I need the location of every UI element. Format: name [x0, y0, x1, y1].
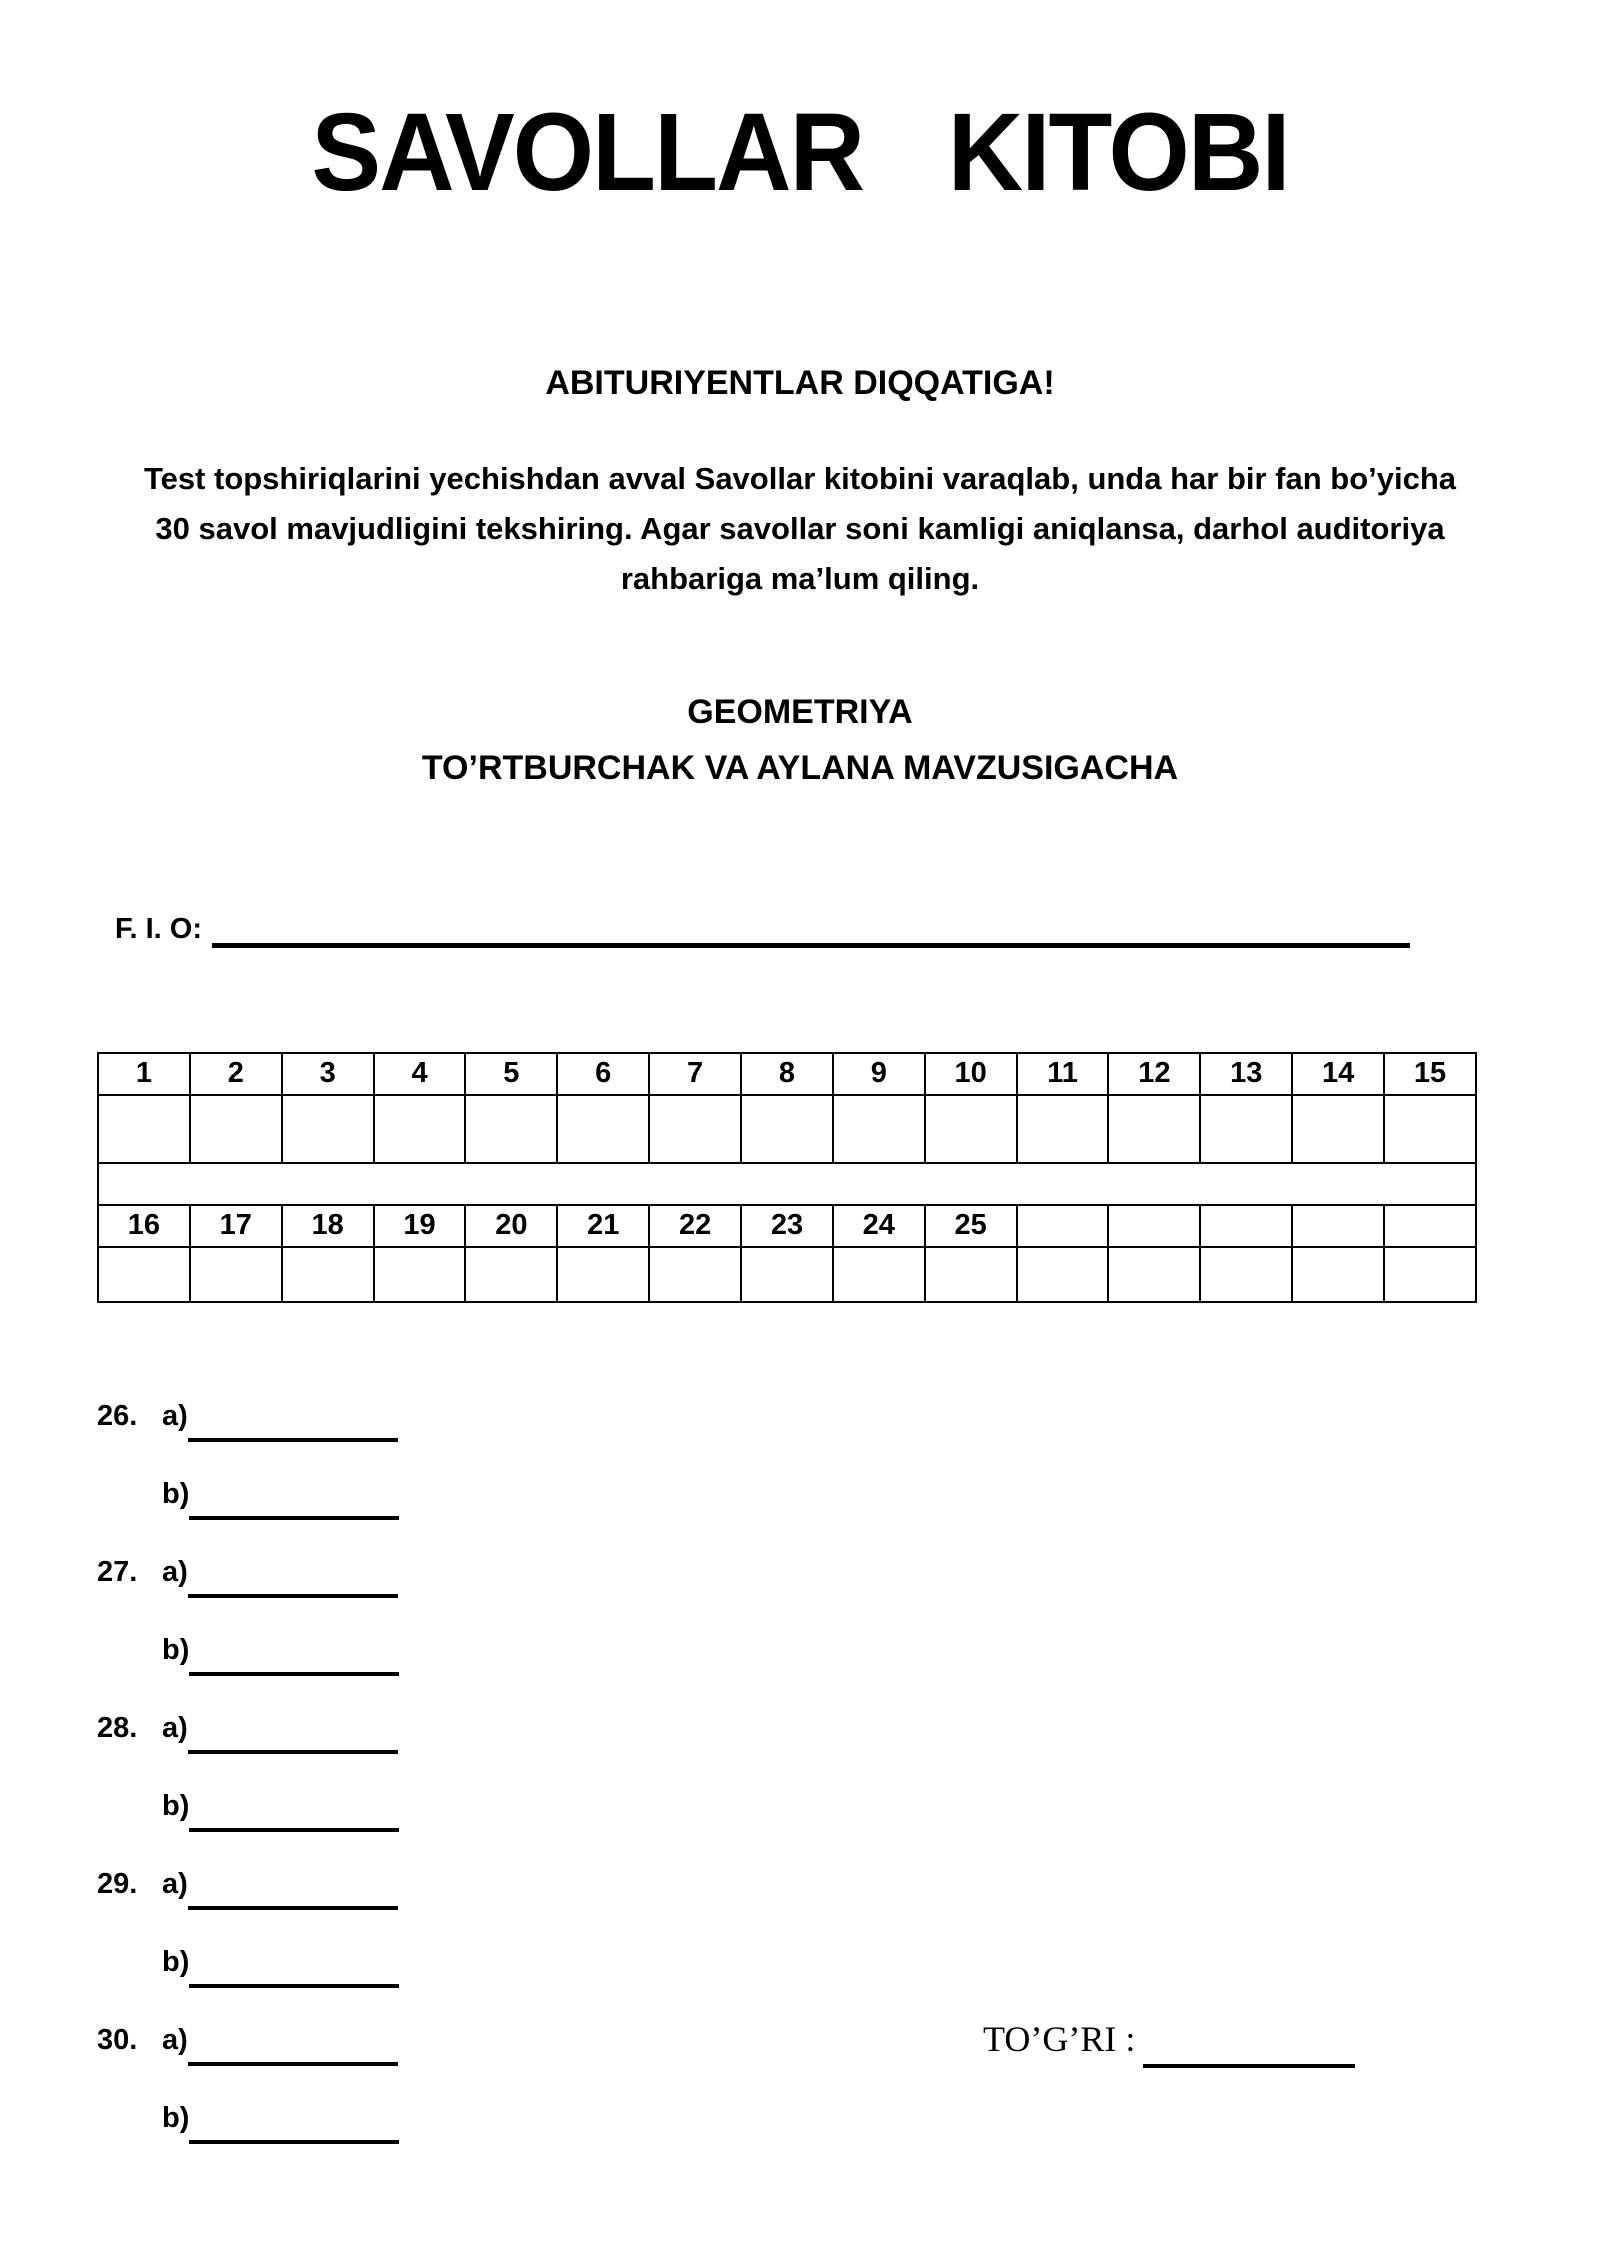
- answer-blank-line[interactable]: [189, 1634, 399, 1676]
- answer-blank-line[interactable]: [188, 2024, 398, 2066]
- option-b-label: b): [162, 2101, 190, 2134]
- togri-label: TO’G’RI :: [983, 2018, 1136, 2059]
- question-number-cell: 4: [374, 1053, 466, 1095]
- option-a-label: a): [162, 1867, 188, 1900]
- fio-label: F. I. O:: [115, 912, 202, 945]
- question-number-cell: 11: [1017, 1053, 1109, 1095]
- question-number-cell: 13: [1200, 1053, 1292, 1095]
- option-b-label: b): [162, 1633, 190, 1666]
- question-number-cell: [1017, 1205, 1109, 1247]
- grid-spacer-row: [98, 1163, 1476, 1205]
- question-number-cell: 7: [649, 1053, 741, 1095]
- answer-cell[interactable]: [649, 1095, 741, 1163]
- item-number: 28.: [97, 1711, 138, 1744]
- question-number-cell: 9: [833, 1053, 925, 1095]
- notice-line: Test topshiriqlarini yechishdan avval Savollar kitobini varaqlab, unda har bir fan bo’yicha: [143, 460, 1457, 496]
- togri-blank-line[interactable]: [1143, 2018, 1355, 2068]
- question-number-cell: 1: [98, 1053, 190, 1095]
- answer-cell[interactable]: [741, 1095, 833, 1163]
- answer-cell[interactable]: [374, 1247, 466, 1302]
- answer-cell[interactable]: [1200, 1247, 1292, 1302]
- question-number-cell: 6: [557, 1053, 649, 1095]
- question-number-cell: 20: [465, 1205, 557, 1247]
- question-number-cell: 16: [98, 1205, 190, 1247]
- question-number-cell: 14: [1292, 1053, 1384, 1095]
- question-number-cell: 3: [282, 1053, 374, 1095]
- page-title: SAVOLLAR KITOBI: [311, 91, 1289, 214]
- answer-blank-line[interactable]: [188, 1400, 398, 1442]
- item-number: 27.: [97, 1555, 138, 1588]
- option-a-label: a): [162, 2023, 188, 2056]
- answer-blank-line[interactable]: [188, 1868, 398, 1910]
- answer-cell[interactable]: [1200, 1095, 1292, 1163]
- option-b-label: b): [162, 1477, 190, 1510]
- question-number-cell: [1108, 1205, 1200, 1247]
- item-28a-row: [97, 1712, 1600, 1790]
- item-29b-row: [97, 1946, 1600, 2024]
- answer-cell[interactable]: [1384, 1095, 1476, 1163]
- answer-grid: [97, 1052, 1477, 1303]
- item-29a-row: [97, 1868, 1600, 1946]
- answer-cell[interactable]: [557, 1247, 649, 1302]
- grid-number-row-top: [98, 1053, 1476, 1095]
- answer-cell[interactable]: [925, 1095, 1017, 1163]
- section-heading: [0, 684, 1600, 796]
- question-number-cell: [1384, 1205, 1476, 1247]
- answer-cell[interactable]: [1017, 1095, 1109, 1163]
- answer-cell[interactable]: [833, 1247, 925, 1302]
- answer-cell[interactable]: [1292, 1247, 1384, 1302]
- answer-cell[interactable]: [925, 1247, 1017, 1302]
- question-number-cell: 19: [374, 1205, 466, 1247]
- item-number: 26.: [97, 1399, 138, 1432]
- option-a-label: a): [162, 1399, 188, 1432]
- item-27a-row: [97, 1556, 1600, 1634]
- answer-cell[interactable]: [741, 1247, 833, 1302]
- answer-cell[interactable]: [190, 1247, 282, 1302]
- item-26b-row: [97, 1478, 1600, 1556]
- question-number-cell: 22: [649, 1205, 741, 1247]
- answer-blank-line[interactable]: [189, 1946, 399, 1988]
- answer-cell[interactable]: [98, 1247, 190, 1302]
- answer-cell[interactable]: [1292, 1095, 1384, 1163]
- answer-blank-line[interactable]: [189, 1790, 399, 1832]
- fio-blank-line[interactable]: [212, 931, 1410, 948]
- grid-answer-row-top: [98, 1095, 1476, 1163]
- notice-line: 30 savol mavjudligini tekshiring. Agar savollar soni kamligi aniqlansa, darhol auditoriya: [155, 510, 1445, 546]
- answer-cell[interactable]: [557, 1095, 649, 1163]
- notice-heading: ABITURIYENTLAR DIQQATIGA!: [545, 364, 1055, 402]
- option-a-label: a): [162, 1711, 188, 1744]
- answer-cell[interactable]: [1017, 1247, 1109, 1302]
- answer-cell[interactable]: [1108, 1095, 1200, 1163]
- answer-cell[interactable]: [98, 1095, 190, 1163]
- option-b-label: b): [162, 1789, 190, 1822]
- item-number: 30.: [97, 2023, 138, 2056]
- togri-row: [983, 2018, 1355, 2068]
- item-number: 29.: [97, 1867, 138, 1900]
- answer-blank-line[interactable]: [189, 2102, 399, 2144]
- question-number-cell: 15: [1384, 1053, 1476, 1095]
- question-number-cell: 24: [833, 1205, 925, 1247]
- subject-title: GEOMETRIYA: [687, 692, 913, 731]
- question-number-cell: [1200, 1205, 1292, 1247]
- answer-cell[interactable]: [190, 1095, 282, 1163]
- question-number-cell: 23: [741, 1205, 833, 1247]
- notice-paragraph: [0, 454, 1600, 604]
- question-number-cell: 25: [925, 1205, 1017, 1247]
- answer-cell[interactable]: [465, 1247, 557, 1302]
- topic-title: TO’RTBURCHAK VA AYLANA MAVZUSIGACHA: [421, 748, 1179, 787]
- item-30b-row: [97, 2102, 1600, 2180]
- open-answer-section: [97, 1400, 1600, 2180]
- answer-cell[interactable]: [465, 1095, 557, 1163]
- option-b-label: b): [162, 1945, 190, 1978]
- grid-number-row-bottom: [98, 1205, 1476, 1247]
- answer-cell[interactable]: [833, 1095, 925, 1163]
- answer-cell[interactable]: [1108, 1247, 1200, 1302]
- answer-cell[interactable]: [374, 1095, 466, 1163]
- answer-blank-line[interactable]: [189, 1478, 399, 1520]
- answer-blank-line[interactable]: [188, 1556, 398, 1598]
- question-number-cell: [1292, 1205, 1384, 1247]
- answer-cell[interactable]: [649, 1247, 741, 1302]
- question-number-cell: 21: [557, 1205, 649, 1247]
- fio-row: [115, 904, 1410, 946]
- grid-spacer-band: [98, 1163, 1476, 1205]
- item-27b-row: [97, 1634, 1600, 1712]
- question-number-cell: 12: [1108, 1053, 1200, 1095]
- item-30a-row: [97, 2024, 1600, 2102]
- question-number-cell: 8: [741, 1053, 833, 1095]
- notice-line: rahbariga ma’lum qiling.: [620, 560, 980, 596]
- answer-cell[interactable]: [282, 1247, 374, 1302]
- answer-cell[interactable]: [282, 1095, 374, 1163]
- question-number-cell: 10: [925, 1053, 1017, 1095]
- grid-answer-row-bottom: [98, 1247, 1476, 1302]
- question-number-cell: 5: [465, 1053, 557, 1095]
- option-a-label: a): [162, 1555, 188, 1588]
- question-number-cell: 2: [190, 1053, 282, 1095]
- item-28b-row: [97, 1790, 1600, 1868]
- item-26a-row: [97, 1400, 1600, 1478]
- question-number-cell: 18: [282, 1205, 374, 1247]
- answer-cell[interactable]: [1384, 1247, 1476, 1302]
- question-number-cell: 17: [190, 1205, 282, 1247]
- answer-blank-line[interactable]: [188, 1712, 398, 1754]
